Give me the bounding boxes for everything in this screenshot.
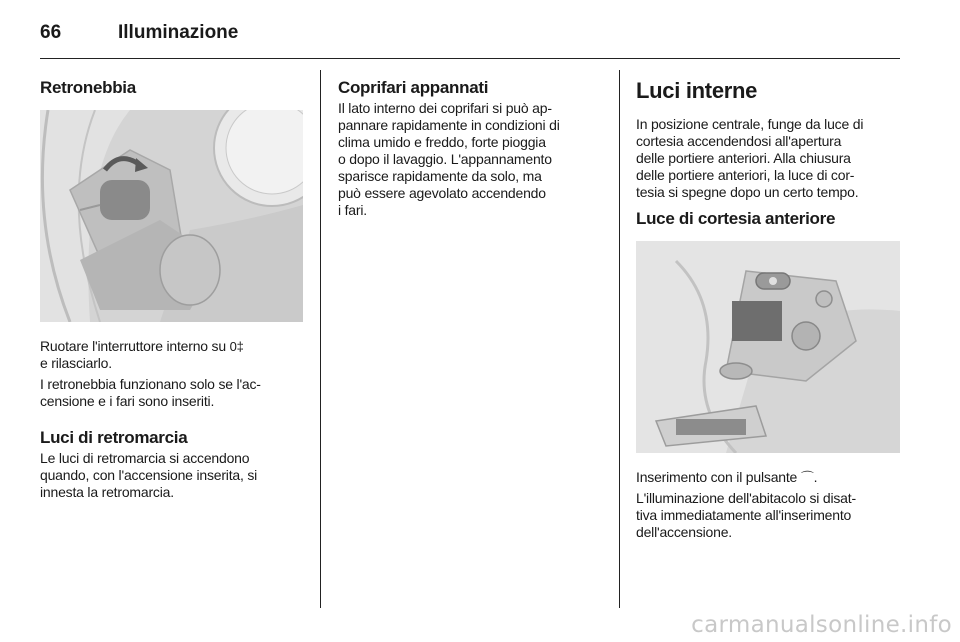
text-line: dell'accensione. [636,524,732,540]
text-line: tesia si spegne dopo un certo tempo. [636,184,859,200]
fogged-paragraph [338,100,604,219]
interior-paragraph [636,116,902,201]
text-line: i fari. [338,202,367,218]
heading-fog-lights: Retronebbia [40,78,136,97]
column-middle [338,70,604,219]
column-right [636,70,902,541]
reverse-paragraph [40,450,303,501]
heading-courtesy-light: Luce di cortesia anteriore [636,209,836,228]
courtesy-instruction [636,469,902,486]
header-rule [40,58,900,59]
column-left [40,70,303,501]
text-line: L'illuminazione dell'abitacolo si disat- [636,490,856,506]
text-line: o dopo il lavaggio. L'appannamento [338,151,552,167]
text-line: sparisce rapidamente da solo, ma [338,168,542,184]
heading-reverse-lights: Luci di retromarcia [40,428,188,447]
watermark: carmanualsonline.info [691,612,952,638]
text-line: Le luci di retromarcia si accendono [40,450,250,466]
text-line: I retronebbia funzionano solo se l'ac- [40,376,261,392]
column-divider [619,70,620,608]
page-header [40,18,238,48]
text-line: In posizione centrale, funge da luce di [636,116,864,132]
fog-instruction-text: Ruotare l'interruttore interno su [40,338,226,354]
text-line: tiva immediatamente all'inserimento [636,507,852,523]
fog-instruction-text-cont: e rilasciarlo. [40,355,112,371]
text-line: delle portiere anteriori. Alla chiusura [636,150,851,166]
text-line: quando, con l'accensione inserita, si [40,467,258,483]
courtesy-light-icon: ⌒ [800,470,814,485]
heading-interior-lights: Luci interne [636,78,758,103]
fog-switch-illustration [40,110,303,322]
text-line: cortesia accendendosi all'apertura [636,133,842,149]
column-divider [320,70,321,608]
fog-instruction [40,338,303,372]
heading-fogged-covers: Coprifari appannati [338,78,489,97]
page-number: 66 [40,22,62,43]
text-line: pannare rapidamente in condizioni di [338,117,560,133]
fog-condition [40,376,303,410]
text-line: delle portiere anteriori, la luce di cor- [636,167,855,183]
text-line: Il lato interno dei coprifari si può ap- [338,100,552,116]
courtesy-paragraph [636,490,902,541]
page-title: Illuminazione [118,22,239,43]
courtesy-light-illustration [636,241,900,453]
text-line: censione e i fari sono inseriti. [40,393,215,409]
courtesy-instruction-text: Inserimento con il pulsante [636,469,798,485]
rear-fog-icon: 0‡ [229,339,244,354]
text-line: innesta la retromarcia. [40,484,174,500]
text-line: clima umido e freddo, forte pioggia [338,134,546,150]
courtesy-instruction-end: . [813,469,818,485]
text-line: può essere agevolato accendendo [338,185,546,201]
